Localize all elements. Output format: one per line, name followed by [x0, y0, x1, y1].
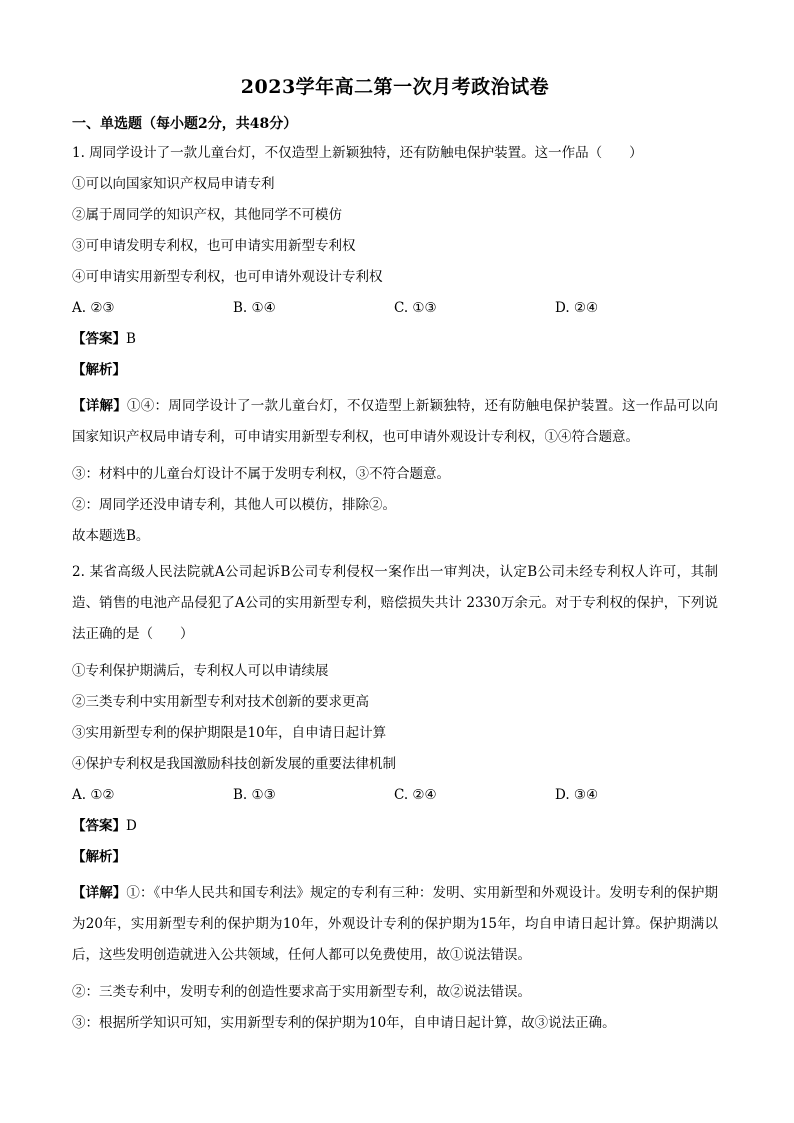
detail-paragraph: 故本题选B。 [72, 528, 150, 544]
question-1 [72, 143, 718, 546]
question-stem: 2. 某省高级人民法院就A公司起诉B公司专利侵权一案作出一审判决，认定B公司未经专利权人许可，其制造、销售的电池产品侵犯了A公司的实用新型专利，赔偿损失共计 2330万余元。对于专利权的保护，下列说法正确的是（ ） [72, 564, 718, 642]
option-a: A. ②③ [72, 300, 115, 316]
analysis-tag: 【解析】 [72, 849, 126, 865]
detail-paragraph: ②：三类专利中，发明专利的创造性要求高于实用新型专利，故②说法错误。 [72, 984, 531, 1000]
exam-title: 2023学年高二第一次月考政治试卷 [240, 76, 550, 98]
option-b: B. ①④ [233, 300, 276, 316]
detail-paragraph [72, 878, 718, 971]
option-b: B. ①③ [233, 787, 276, 803]
answer-value: D [126, 818, 137, 834]
statement: ③可申请发明专利权，也可申请实用新型专利权 [72, 238, 356, 254]
option-a: A. ①② [72, 787, 115, 803]
answer-value: B [126, 331, 136, 347]
detail-paragraph [72, 391, 718, 453]
detail-tag: 【详解】 [72, 398, 127, 414]
statement: ④可申请实用新型专利权，也可申请外观设计专利权 [72, 269, 383, 285]
option-c: C. ②④ [394, 787, 437, 803]
statement: ②三类专利中实用新型专利对技术创新的要求更高 [72, 694, 369, 710]
answer-line [72, 329, 718, 349]
statement: ①可以向国家知识产权局申请专利 [72, 176, 275, 192]
question-2 [72, 557, 718, 1033]
option-c: C. ①③ [394, 300, 437, 316]
analysis-line [72, 847, 718, 867]
question-stem: 1. 周同学设计了一款儿童台灯，不仅造型上新颖独特，还有防触电保护装置。这一作品（ ） [72, 145, 643, 161]
answer-tag: 【答案】 [72, 331, 126, 347]
analysis-line [72, 360, 718, 380]
detail-paragraph: ③：根据所学知识可知，实用新型专利的保护期为10年，自申请日起计算，故③说法正确。 [72, 1015, 616, 1031]
detail-paragraph: ②：周同学还没申请专利，其他人可以模仿，排除②。 [72, 497, 396, 513]
statement: ④保护专利权是我国激励科技创新发展的重要法律机制 [72, 756, 396, 772]
detail-tag: 【详解】 [72, 885, 127, 901]
answer-options [72, 298, 718, 318]
answer-line [72, 816, 718, 836]
section-heading: 一、单选题（每小题2分，共48分） [72, 116, 298, 132]
statement: ②属于周同学的知识产权，其他同学不可模仿 [72, 207, 342, 223]
option-d: D. ②④ [555, 300, 599, 316]
statement: ①专利保护期满后，专利权人可以申请续展 [72, 663, 329, 679]
detail-paragraph: ③：材料中的儿童台灯设计不属于发明专利权，③不符合题意。 [72, 466, 450, 482]
answer-options [72, 785, 718, 805]
statement: ③实用新型专利的保护期限是10年，自申请日起计算 [72, 725, 387, 741]
detail-text: ①④：周同学设计了一款儿童台灯，不仅造型上新颖独特，还有防触电保护装置。这一作品可以向国家知识产权局申请专利，可申请实用新型专利权，也可申请外观设计专利权，①④符合题意。 [72, 398, 718, 445]
analysis-tag: 【解析】 [72, 362, 126, 378]
detail-text: ①：《中华人民共和国专利法》规定的专利有三种：发明、实用新型和外观设计。发明专利的保护期为20年，实用新型专利的保护期为10年，外观设计专利的保护期为15年，均自申请日起计算。保护期满以后，这些发明创造就进入公共领域，任何人都可以免费使用，故①说法错误。 [72, 885, 719, 963]
answer-tag: 【答案】 [72, 818, 126, 834]
option-d: D. ③④ [555, 787, 599, 803]
